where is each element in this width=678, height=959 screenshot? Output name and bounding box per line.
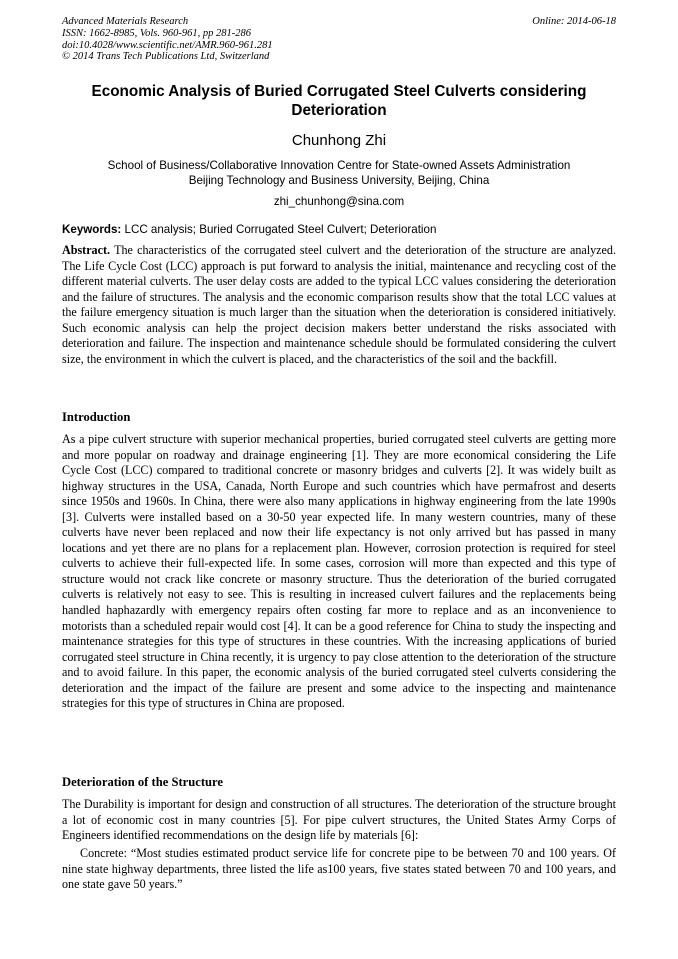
affiliation-line-2: Beijing Technology and Business University, Beijing, China (188, 174, 490, 188)
copyright-line: © 2014 Trans Tech Publications Ltd, Switzerland (62, 51, 270, 63)
keywords-text: LCC analysis; Buried Corrugated Steel Culvert; Deterioration (121, 223, 437, 236)
abstract-label: Abstract. (62, 243, 111, 257)
paper-title: Economic Analysis of Buried Corrugated Steel Culverts considering Deterioration (91, 83, 587, 119)
doi-line: doi:10.4028/www.scientific.net/AMR.960-961.281 (62, 39, 273, 51)
affiliation (62, 158, 616, 189)
author-name: Chunhong Zhi (291, 132, 387, 149)
concrete-paragraph: Concrete: “Most studies estimated product service life for concrete pipe to be between 70 and 100 years. Of nine state highway departments, three listed the life as100 years, five states stated between 70 and 100 years, and one state gave 50 years.” (62, 846, 616, 892)
author-email: zhi_chunhong@sina.com (273, 195, 405, 208)
introduction-paragraph: As a pipe culvert structure with superior mechanical properties, buried corrugated steel culverts are getting more and more popular on roadway and drainage engineering [1]. They are more economical considering the Life Cycle Cost (LCC) compared to traditional concrete or masonry bridges and culverts [2]. It was widely built as highway structures in the USA, Canada, North Europe and such countries which have permafrost and deserts since 1950s and 1960s. In China, there were also many applications in highway engineering from the late 1990s [3]. Culverts were installed based on a 30-50 year expected life. In many western countries, many of these culverts have never been replaced and now their life expectancy is not only arrived but has passed in many locations and yet there are no plans for a replacement plan. However, corrosion protection is required for steel culverts to achieve their full-expected life. In some cases, corrosion will more than expected and this type of structure would not crack like concrete or masonry structure. Thus the deterioration of the buried corrugated culverts is relatively not easy to see. This is resulting in increased culvert failures and the replacements being handled haphazardly with emergency repairs often costing far more to replace and as an inconvenience to motorists than a scheduled repair would cost [4]. It can be a good reference for China to study the inspecting and maintenance strategies for this type of structures in these countries. With the increasing applications of buried corrugated steel structure in China recently, it is urgency to pay close attention to the deterioration of the structure and to avoid failure. In this paper, the economic analysis of the buried corrugated steel culverts considering the deterioration and the impact of the failure are present and some advice to the inspecting and maintenance strategies for this type of structures in China are proposed. (62, 432, 616, 711)
deterioration-paragraph: The Durability is important for design and construction of all structures. The deterioration of the structure brought a lot of economic cost in many countries [5]. For pipe culvert structures, the United States Army Corps of Engineers identified recommendations on the design life by materials [6]: (62, 797, 616, 843)
journal-meta (62, 16, 273, 63)
section-heading-introduction: Introduction (62, 410, 131, 424)
abstract-text: The characteristics of the corrugated steel culvert and the deterioration of the structure are analyzed. The Life Cycle Cost (LCC) approach is put forward to analysis the initial, maintenance and recycling cost of the different material culverts. The user delay costs are added to the typical LCC values considering the deterioration and the failure of structures. The analysis and the economic comparison results show that the total LCC values at the failure emergency situation is much larger than the situation when the deterioration is considered initiatively. Such economic analysis can help the project decision makers better understand the risks associated with deterioration and failure. The inspection and maintenance schedule should be formulated considering the culvert size, the environment in which the culvert is placed, and the characteristics of the soil and the backfill. (62, 243, 616, 366)
issn-line: ISSN: 1662-8985, Vols. 960-961, pp 281-286 (62, 27, 251, 39)
affiliation-line-1: School of Business/Collaborative Innovation Centre for State-owned Assets Administration (107, 159, 571, 172)
online-date: Online: 2014-06-18 (532, 16, 616, 27)
keywords (62, 223, 616, 236)
keywords-label: Keywords: (62, 223, 122, 236)
section-heading-deterioration: Deterioration of the Structure (62, 775, 223, 789)
journal-name: Advanced Materials Research (62, 16, 189, 27)
abstract (62, 243, 616, 367)
